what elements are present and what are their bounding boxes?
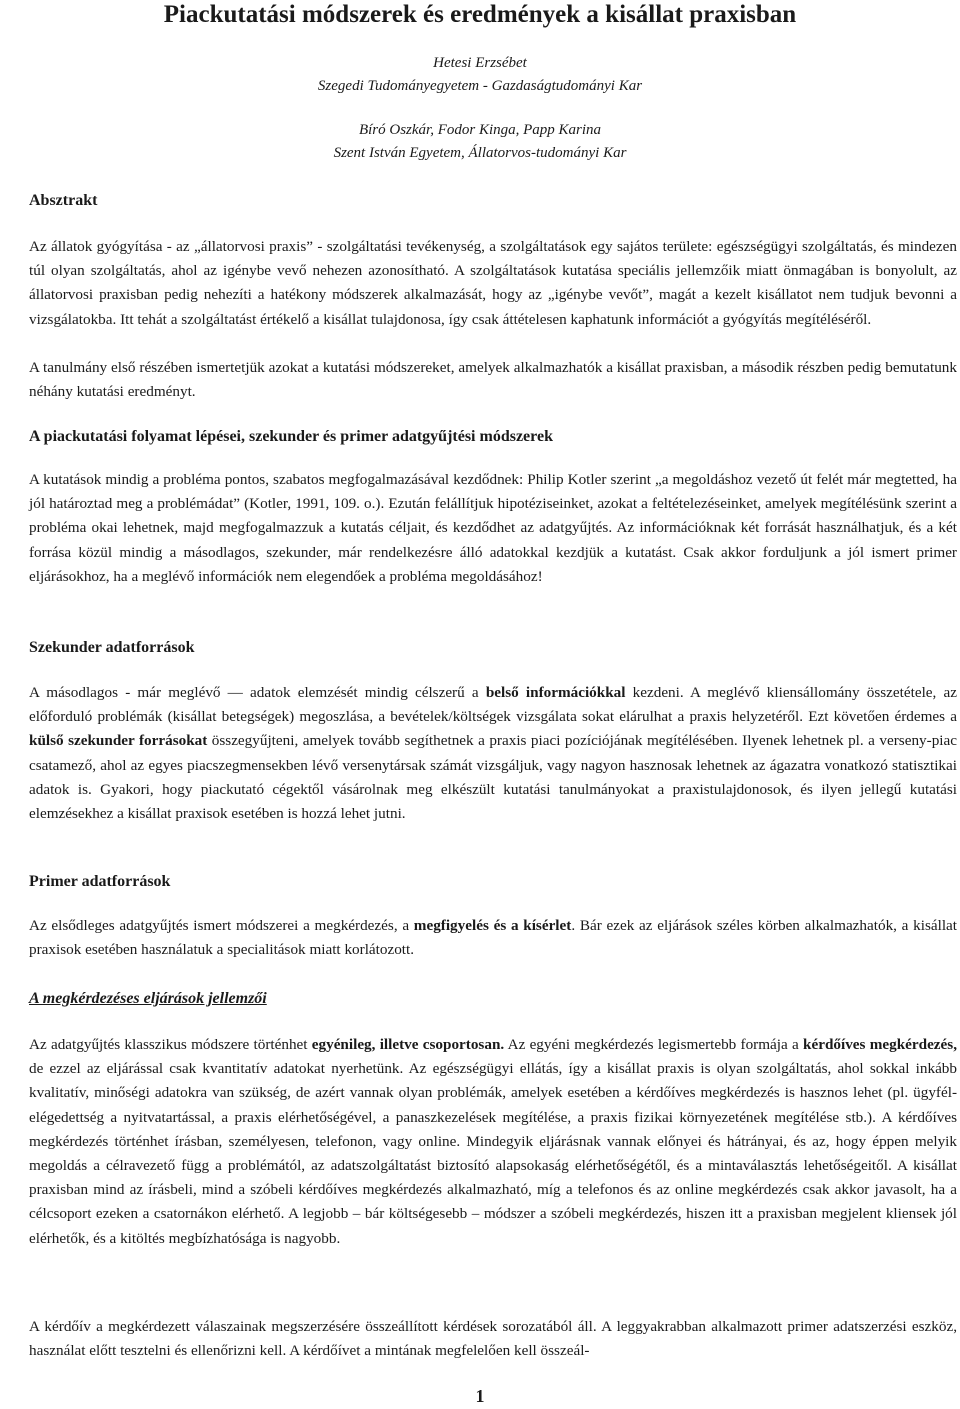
section-heading: A megkérdezéses eljárások jellemzői (29, 990, 267, 1007)
bold-text: egyénileg, illetve csoportosan. (311, 1036, 505, 1053)
body-paragraph (29, 1033, 957, 1251)
bold-text: külső szekunder forrásokat (29, 732, 208, 750)
body-paragraph: A kutatások mindig a probléma pontos, szabatos megfogalmazásával kezdődnek: Philip Kotler szerint „a megoldáshoz vezető út felét már megtetted, ha jól határoztad meg a problémádat” (Kotler, 1991, 109. o.). Ezután felállítjuk hipotéziseinket, azokat a feltételezéseinket, amelyek megítélésünk szerint a probléma okai lehetnek, majd megfogalmazzuk a kutatás céljait, és kezdődhet az adatgyűjtés. Az információknak két forrását használhatjuk, és a két forrása közül mindig a másodlagos, szekunder, már rendelkezésre álló adatokkal kezdjük a kutatást. Csak akkor forduljunk a jól ismert primer eljárásokhoz, ha a meglévő információk nem elegendőek a probléma megoldásához! (29, 471, 957, 585)
abstract-label: Absztrakt (29, 192, 98, 209)
author-block-2 (0, 119, 960, 165)
text-run: összegyűjteni, amelyek tovább segíthetnek a praxis piaci pozíciójának megítélésében. Ilyenek lehetnek pl. a verseny-piac csatamező, ahol az egyes piacszegmensekben lévő versenytársak számát vizsgáljuk, vagy nagyon hasznosak lehetnek az ágazatra vonatkozó statisztikai adatok is. Gyakori, hogy piackutató cégektől vásárolnak meg elkészült kutatási tanulmányokat a praxistulajdonosok, és ilyen jellegű kutatási elemzésekhez a kisállat praxisok esetében is hozzá lehet jutni. (29, 732, 957, 823)
body-paragraph: A kérdőív a megkérdezett válaszainak megszerzésére összeállított kérdések sorozatából áll. A leggyakrabban alkalmazott primer adatszerzési eszköz, használat előtt tesztelni és ellenőrizni kell. A kérdőívet a mintának megfelelően kell összeál- (29, 1318, 957, 1360)
author-affiliation: Szegedi Tudományegyetem - Gazdaságtudományi Kar (317, 78, 643, 94)
bold-text: megfigyelés és a kísérlet (413, 917, 572, 934)
section-heading: Primer adatforrások (29, 873, 171, 890)
text-run: Az egyéni megkérdezés legismertebb formája a (504, 1036, 804, 1053)
text-run: Az adatgyűjtés klasszikus módszere történhet (29, 1036, 312, 1053)
section-heading: A piackutatási folyamat lépései, szekunder és primer adatgyűjtési módszerek (29, 428, 553, 445)
abstract-paragraph: A tanulmány első részében ismertetjük azokat a kutatási módszereket, amelyek alkalmazhatók a kisállat praxisban, a második részben pedig bemutatunk néhány kutatási eredményt. (29, 359, 957, 401)
bold-text: belső információkkal (485, 684, 626, 701)
paper-title: Piackutatási módszerek és eredmények a kisállat praxisban (163, 1, 797, 28)
author-name: Hetesi Erzsébet (433, 55, 527, 71)
page-number: 1 (475, 1386, 485, 1406)
section-heading: Szekunder adatforrások (29, 639, 195, 656)
body-paragraph (29, 914, 957, 962)
text-run: . Bár ezek az eljárások széles körben alkalmazhatók, a kisállat praxisok esetében használatuk a specialitások miatt korlátozott. (29, 917, 958, 959)
text-run: A másodlagos - már meglévő — adatok elemzését mindig célszerű a (29, 684, 486, 701)
bold-text: kérdőíves megkérdezés, (803, 1036, 957, 1053)
author-block-1 (0, 52, 960, 98)
text-run: kezdeni. A meglévő kliensállomány összetétele, az előforduló problémák (kisállat betegségek) megoszlása, a bevételek/költségek vizsgálata sokat elárulhat a praxis helyzetéről. Ezt követően érdemes a (29, 684, 957, 726)
author-names: Bíró Oszkár, Fodor Kinga, Papp Karina (358, 122, 602, 138)
body-paragraph (29, 681, 957, 826)
text-run: de ezzel az eljárással csak kvantitatív adatokat nyerhetünk. Az egészségügyi ellátás, így a kisállat praxis is olyan szolgáltatás, ahol sokkal inkább kvalitatív, minőségi adatokra van szükség, de azért vannak olyan problémák, amelyek esetében a kérdőíves megkérdezés is hasznos lehet (pl. ügyfél-elégedettség a nyitvatartással, a praxis elérhetőségével, a panaszkezelések megítélése, a praxis fizikai környezetének megítélése stb.). A kérdőíves megkérdezés történhet írásban, személyesen, telefonon, vagy online. Mindegyik eljárásnak vannak előnyei és hátrányai, és az, hogy éppen melyik megoldás a célravezető függ a problémától, az adatszolgáltatást biztosító alapsokaság elérhetőségétől, és a mintaválasztás lehetőségeitől. A kisállat praxisban mind az írásbeli, mind a szóbeli kérdőíves megkérdezés alkalmazható, míg a telefonos és az online megkérdezés csak akkor javasolt, ha a célcsoport ezeken a csatornákon elérhető. A legjobb – bár költségesebb – módszer a szóbeli megkérdezés, hiszen itt a praxisban megjelent kliensek jól elérhetők, és a kitöltés megbízhatósága is nagyobb. (29, 1060, 957, 1247)
abstract-paragraph: Az állatok gyógyítása - az „állatorvosi praxis” - szolgáltatási tevékenység, a szolgáltatások egy sajátos területe: egészségügyi szolgáltatás, és mindezen túl olyan szolgáltatás, ahol az igénybe vevő nehezen azonosítható. A szolgáltatások kutatása speciális jellemzőik miatt önmagában is bonyolult, az állatorvosi praxisban pedig nehezíti a hatékony módszerek alkalmazását, hogy az „igénybe vevőt”, magát a kezelt kisállatot nem tudjuk bevonni a vizsgálatokba. Itt tehát a szolgáltatást értékelő a kisállat tulajdonosa, így csak áttételesen kaphatunk információt a gyógyítás megítéléséről. (29, 238, 957, 328)
author-affiliation: Szent István Egyetem, Állatorvos-tudományi Kar (333, 145, 627, 161)
text-run: Az elsődleges adatgyűjtés ismert módszerei a megkérdezés, a (29, 917, 414, 934)
